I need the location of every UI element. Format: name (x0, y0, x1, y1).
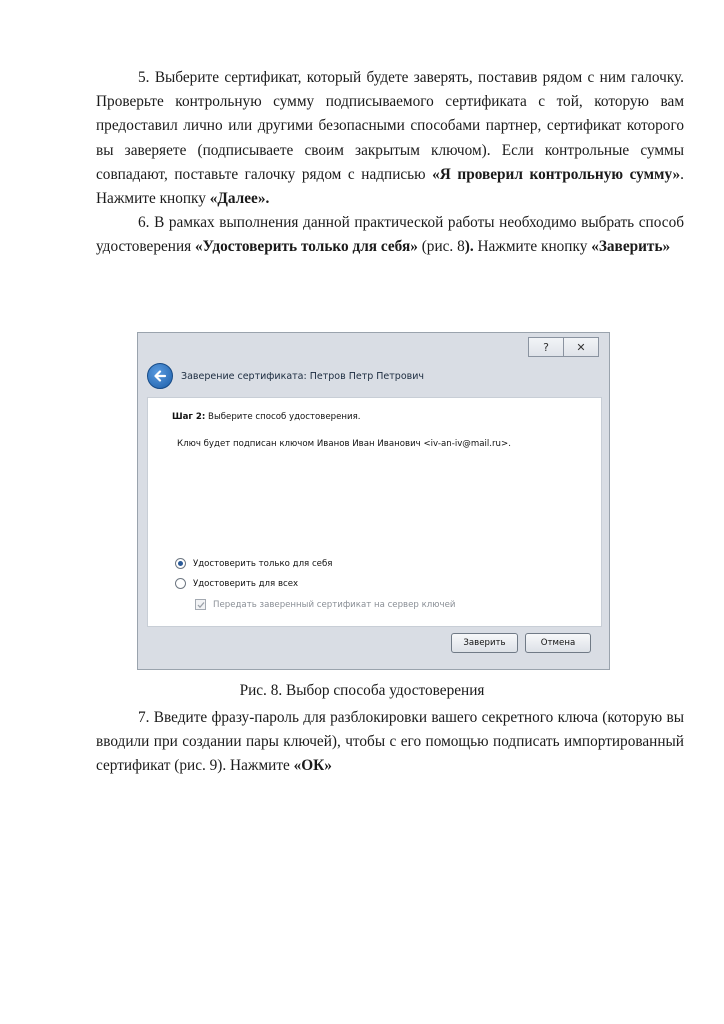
cancel-button[interactable]: Отмена (525, 633, 591, 653)
dialog-title: Заверение сертификата: Петров Петр Петрович (181, 370, 425, 382)
bold-run: «Я проверил контрольную сумму» (432, 165, 681, 183)
bold-run: ). (464, 238, 474, 256)
radio-certify-self[interactable] (175, 558, 332, 569)
window-controls (528, 337, 599, 357)
step-heading (172, 412, 360, 422)
help-button[interactable] (528, 337, 564, 357)
radio-label: Удостоверить для всех (193, 578, 299, 589)
help-icon: ? (543, 340, 549, 354)
checkbox-checked-icon (195, 599, 206, 610)
radio-unchecked-icon (175, 578, 186, 589)
text-run: 5. Выберите сертификат, который будете заверять, поставив рядом с ним галочку. Проверьте контрольную сумму подписываемого сертификата с той, которую вам предоставил лично или другими безопасными способами партнер, сертификат которого вы заверяете (подписываете своим закрытым ключом). Если контрольные суммы совпадают, поставьте галочку рядом с надписью (96, 69, 684, 183)
certify-button[interactable]: Заверить (451, 633, 518, 653)
checkbox-send-to-keyserver[interactable] (195, 599, 455, 610)
arrow-left-icon (153, 369, 167, 383)
back-button[interactable] (147, 363, 173, 389)
paragraph-step-7 (96, 706, 684, 779)
signing-key-info: Ключ будет подписан ключом Иванов Иван Иванович <iv-an-iv@mail.ru>. (177, 439, 511, 449)
dialog-screenshot (137, 332, 610, 670)
dialog-header (147, 363, 424, 389)
step-text: Выберите способ удостоверения. (205, 412, 361, 422)
bold-run: «Далее». (209, 190, 270, 208)
document-body (96, 66, 684, 260)
text-run: . Нажмите кнопку (96, 165, 684, 208)
step-label: Шаг 2: (172, 412, 206, 422)
dialog-content (147, 397, 602, 627)
figure-caption: Рис. 8. Выбор способа удостоверения (239, 682, 485, 699)
text-run: 6. В рамках выполнения данной практической работы необходимо выбрать способ удостоверения (96, 214, 684, 256)
checkbox-label: Передать заверенный сертификат на сервер ключей (213, 599, 456, 610)
bold-run: «Удостоверить только для себя» (195, 238, 418, 256)
bold-run: «Заверить» (591, 238, 671, 256)
radio-checked-icon (175, 558, 186, 569)
paragraph-step-5 (96, 66, 684, 211)
text-run: 7. Введите фразу-пароль для разблокировки вашего секретного ключа (которую вы вводили при создании пары ключей), чтобы с его помощью подписать импортированный сертификат (рис. 9). Нажмите (96, 709, 684, 775)
radio-certify-all[interactable] (175, 578, 298, 589)
paragraph-step-6 (96, 211, 684, 259)
close-icon: ✕ (576, 340, 586, 354)
document-body-continued (96, 706, 684, 779)
bold-run: «ОК» (293, 757, 332, 775)
close-button[interactable] (564, 337, 599, 357)
text-run: Нажмите кнопку (473, 238, 592, 256)
radio-label: Удостоверить только для себя (193, 558, 333, 569)
text-run: (рис. 8 (417, 238, 465, 256)
